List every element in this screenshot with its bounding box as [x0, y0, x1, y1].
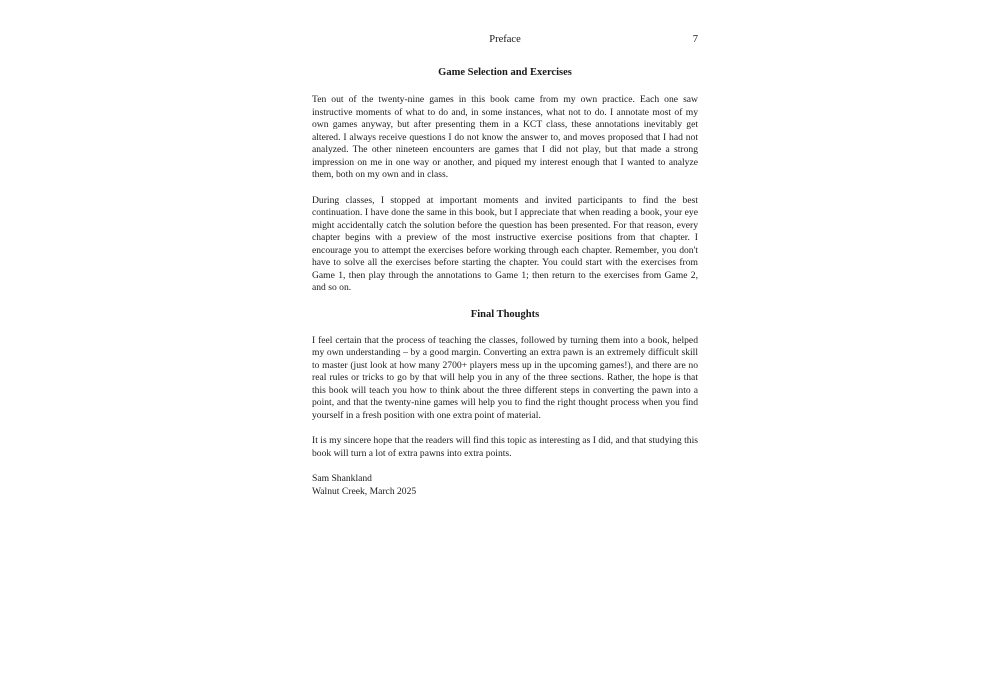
- author-name: Sam Shankland: [312, 473, 372, 484]
- paragraph: It is my sincere hope that the readers will find this topic as interesting as I did, and that studying this book will turn a lot of extra pawns into extra points.: [312, 435, 698, 459]
- section-heading-final-thoughts: Final Thoughts: [470, 308, 540, 320]
- place-date: Walnut Creek, March 2025: [312, 485, 417, 497]
- running-header: [312, 34, 698, 48]
- running-title: Preface: [489, 34, 521, 45]
- section-heading-game-selection: Game Selection and Exercises: [438, 67, 572, 78]
- signature-block: [312, 473, 698, 498]
- paragraph: I feel certain that the process of teaching the classes, followed by turning them into a book, helped my own understanding – by a good margin. Converting an extra pawn is an extremely difficult skill to master (just look at how many 2700+ players mess up in the upcoming games!), and there are no real rules or tricks to go by that will help you in any of the three sections. Rather, the hope is that this book will teach you how to think about the three different steps in converting the pawn into a point, and that the twenty-nine games will help you to find the right thought process when you find yourself in a fresh position with one extra point of material.: [312, 334, 698, 421]
- paragraph: Ten out of the twenty-nine games in this book came from my own practice. Each one saw instructive moments of what to do and, in some instances, what not to do. I annotate most of my own games anyway, but after presenting them in a KCT class, these annotations inevitably get altered. I always receive questions I do not know the answer to, and moves proposed that I had not analyzed. The other nineteen encounters are games that I did not play, but that made a strong impression on me in one way or another, and piqued my interest enough that I wanted to analyze them, both on my own and in class.: [312, 94, 698, 180]
- paragraph: During classes, I stopped at important moments and invited participants to find the best continuation. I have done the same in this book, but I appreciate that when reading a book, your eye might accidentally catch the solution before the question has been presented. For that reason, every chapter begins with a preview of the most instructive exercise positions from that chapter. I encourage you to attempt the exercises before working through each chapter. Remember, you don't have to solve all the exercises before starting the chapter. You could start with the exercises from Game 1, then play through the annotations to Game 1; then return to the exercises from Game 2, and so on.: [312, 194, 698, 293]
- book-page: [312, 34, 698, 498]
- page-number: 7: [692, 34, 698, 45]
